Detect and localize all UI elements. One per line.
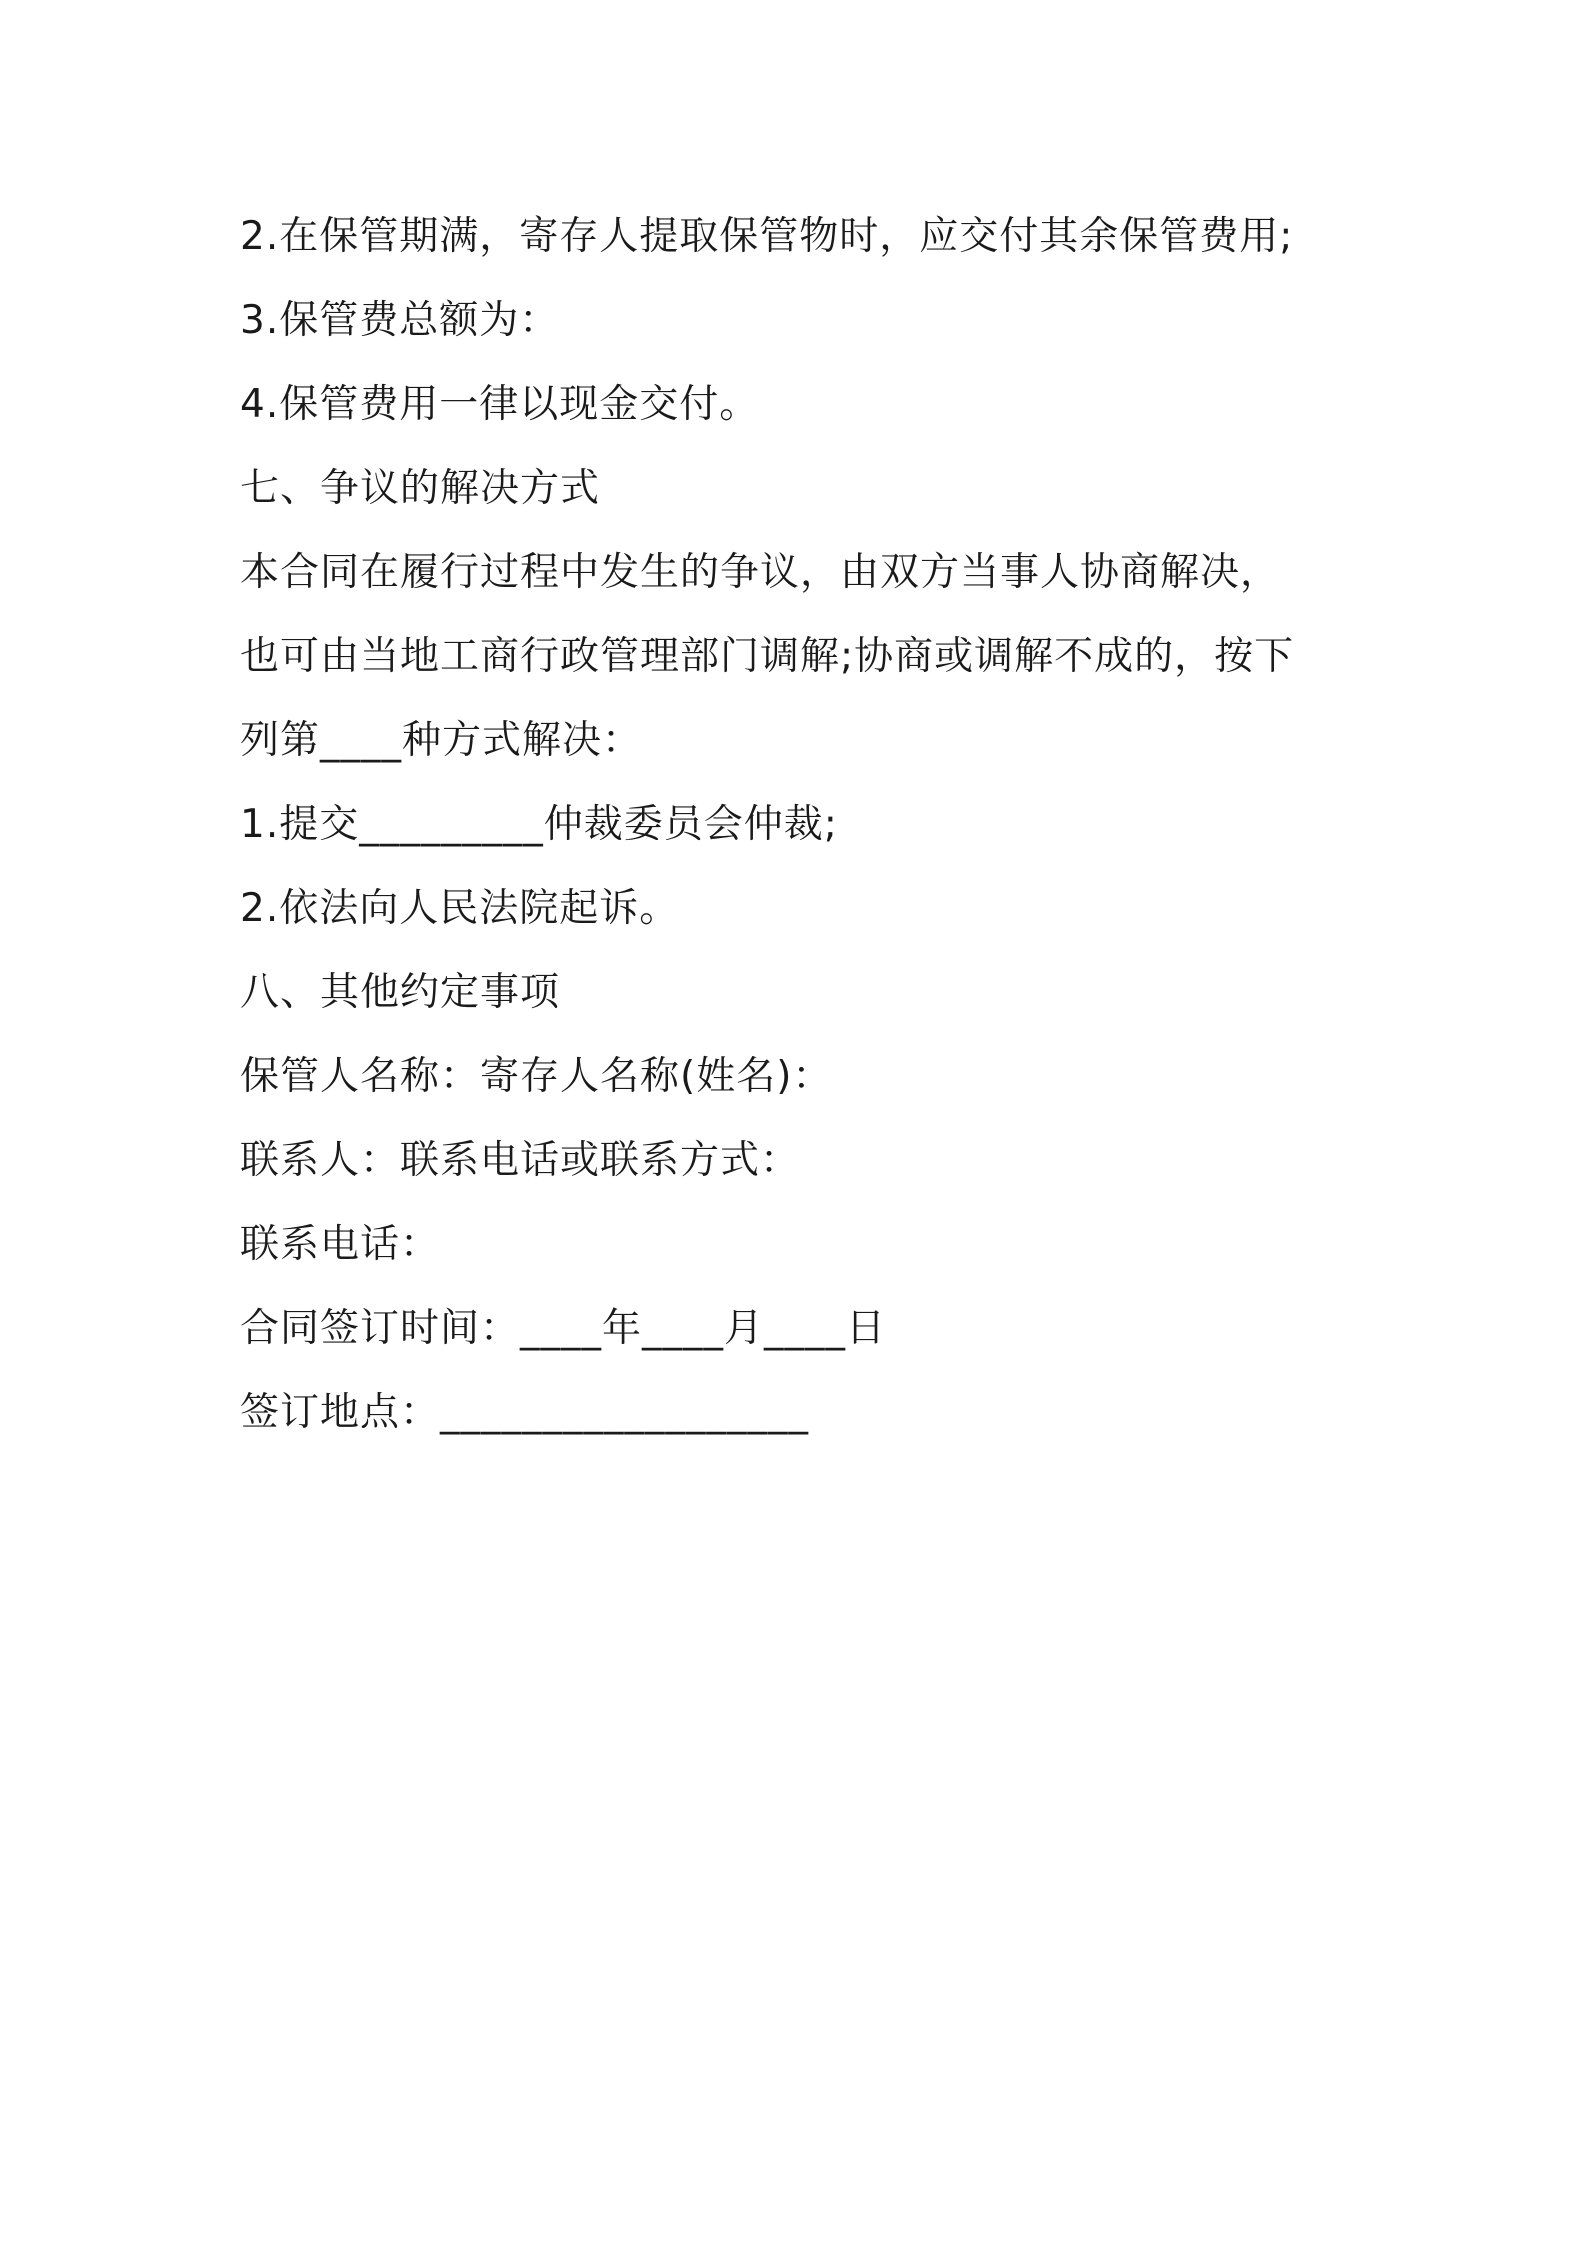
clause-cash-payment: 4.保管费用一律以现金交付。 — [240, 382, 760, 427]
dispute-option-arbitration: 1.提交_________仲裁委员会仲裁; — [240, 802, 838, 847]
contact-phone-field: 联系电话： — [240, 1222, 441, 1267]
contact-person-field: 联系人：联系电话或联系方式： — [240, 1138, 801, 1183]
clause-fee-payment-on-expiry: 2.在保管期满，寄存人提取保管物时，应交付其余保管费用; — [240, 214, 1294, 259]
signing-place-field: 签订地点：__________________ — [240, 1390, 810, 1435]
section-heading-dispute-resolution: 七、争议的解决方式 — [240, 466, 601, 511]
dispute-paragraph-line-1: 本合同在履行过程中发生的争议，由双方当事人协商解决， — [240, 550, 1281, 595]
party-names-field: 保管人名称：寄存人名称(姓名)： — [240, 1054, 833, 1099]
dispute-option-court: 2.依法向人民法院起诉。 — [240, 886, 680, 931]
document-body — [240, 195, 1360, 1455]
dispute-paragraph-line-2: 也可由当地工商行政管理部门调解;协商或调解不成的，按下 — [240, 634, 1295, 679]
section-heading-other-matters: 八、其他约定事项 — [240, 970, 561, 1015]
clause-total-fee: 3.保管费总额为： — [240, 298, 560, 343]
signing-date-field: 合同签订时间：____年____月____日 — [240, 1306, 887, 1351]
dispute-paragraph-line-3: 列第____种方式解决： — [240, 718, 643, 763]
